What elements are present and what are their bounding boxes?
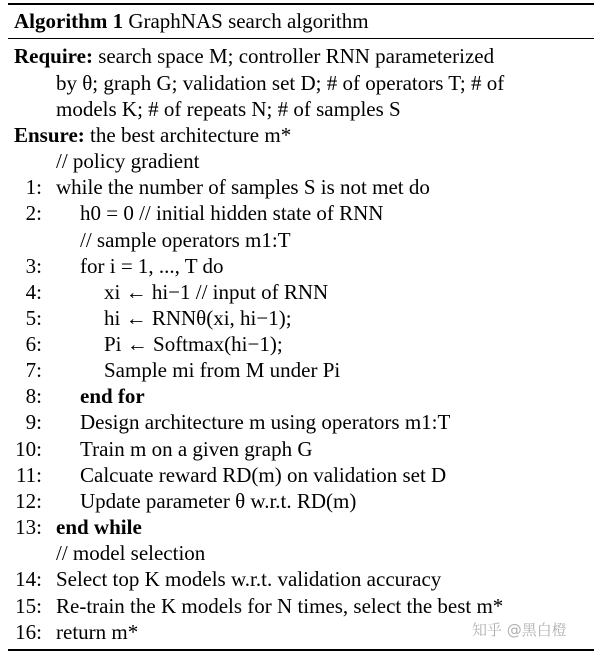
step-number: 14: [15, 567, 42, 591]
step-number: 7: [25, 358, 42, 382]
require-text-1: search space M; controller RNN parameterized [98, 44, 495, 68]
step-9: Design architecture m using operators m1:T [80, 410, 451, 434]
step-number: 11: [15, 463, 42, 487]
step-number: 1: [25, 175, 42, 199]
top-rule [8, 3, 594, 5]
step-12: Update parameter θ w.r.t. RD(m) [80, 489, 357, 513]
step-6: Pi ← Softmax(hi−1); [104, 332, 283, 356]
step-number: 16: [15, 620, 42, 644]
step-8: end for [80, 384, 145, 408]
step-15: Re-train the K models for N times, select the best m* [56, 594, 504, 618]
step-4: xi ← hi−1 // input of RNN [104, 280, 329, 304]
step-2: h0 = 0 // initial hidden state of RNN [80, 201, 384, 225]
comment-policy-gradient: // policy gradient [56, 149, 200, 173]
step-14: Select top K models w.r.t. validation accuracy [56, 567, 442, 591]
comment-model-selection: // model selection [56, 541, 206, 565]
ensure-text: the best architecture m* [90, 123, 292, 147]
step-number: 13: [15, 515, 42, 539]
title-rule [8, 38, 594, 39]
step-1: while the number of samples S is not met do [56, 175, 430, 199]
watermark: 知乎 @黑白橙 [472, 621, 567, 639]
step-3: for i = 1, ..., T do [80, 254, 224, 278]
algorithm-title: Algorithm 1 GraphNAS search algorithm [14, 9, 369, 33]
step-number: 15: [15, 594, 42, 618]
step-5: hi ← RNNθ(xi, hi−1); [104, 306, 292, 330]
step-number: 9: [25, 410, 42, 434]
require-line-1: Require: search space M; controller RNN parameterized [14, 44, 495, 68]
step-11: Calcuate reward RD(m) on validation set D [80, 463, 447, 487]
bottom-rule [8, 649, 594, 651]
step-number: 5: [25, 306, 42, 330]
ensure-line: Ensure: the best architecture m* [14, 123, 292, 147]
step-10: Train m on a given graph G [80, 437, 313, 461]
comment-sample-operators: // sample operators m1:T [80, 228, 291, 252]
step-number: 3: [25, 254, 42, 278]
step-number: 8: [25, 384, 42, 408]
step-7: Sample mi from M under Pi [104, 358, 341, 382]
require-line-2: by θ; graph G; validation set D; # of operators T; # of [56, 71, 505, 95]
require-line-3: models K; # of repeats N; # of samples S [56, 97, 401, 121]
step-number: 10: [15, 437, 42, 461]
step-13: end while [56, 515, 142, 539]
step-number: 2: [25, 201, 42, 225]
step-number: 6: [25, 332, 42, 356]
step-number: 12: [15, 489, 42, 513]
step-number: 4: [25, 280, 42, 304]
step-16: return m* [56, 620, 139, 644]
